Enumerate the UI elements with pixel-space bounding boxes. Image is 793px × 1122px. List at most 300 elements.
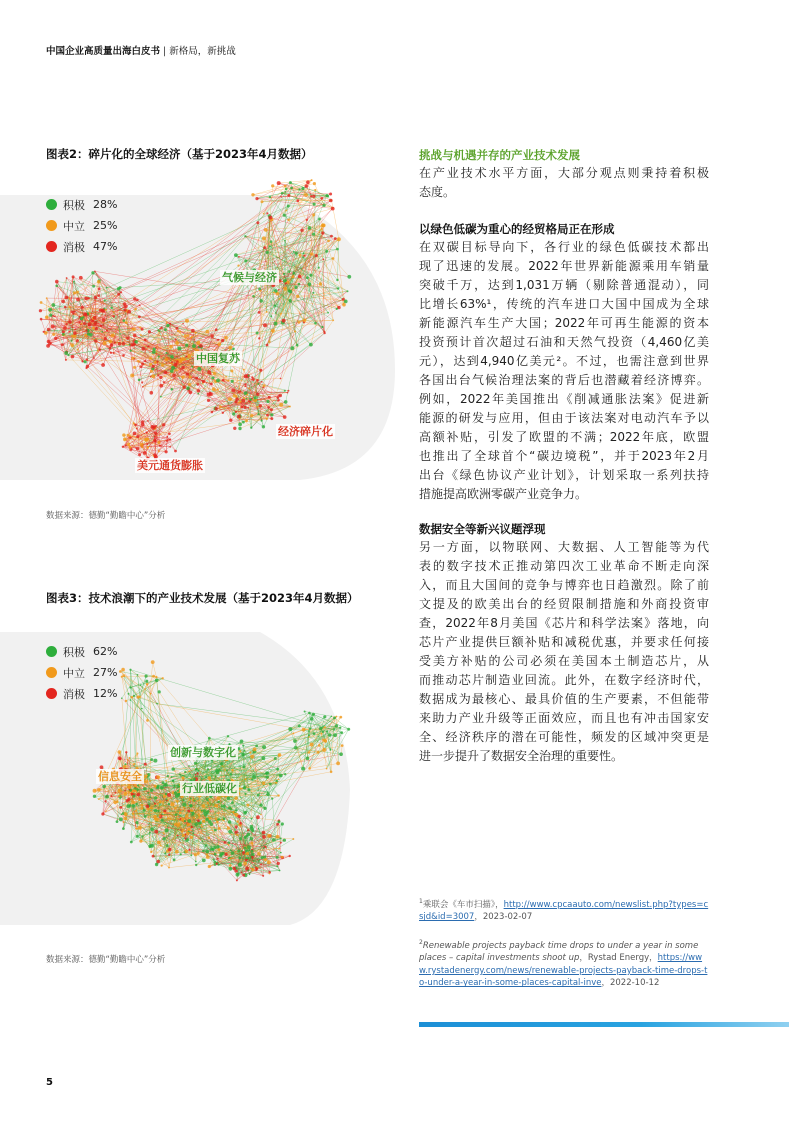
network-node: [186, 387, 189, 390]
network-node: [257, 406, 259, 408]
network-node: [286, 281, 289, 284]
network-node: [46, 344, 50, 348]
network-node: [208, 865, 211, 868]
network-node: [134, 424, 137, 427]
network-node: [127, 759, 129, 761]
network-node: [262, 835, 266, 839]
network-node: [154, 830, 158, 834]
network-node: [122, 342, 126, 346]
network-node: [207, 810, 210, 813]
network-node: [125, 751, 127, 753]
network-node: [156, 361, 158, 363]
network-node: [144, 815, 147, 818]
network-node: [256, 815, 260, 819]
network-node: [168, 854, 170, 856]
network-node: [306, 757, 310, 761]
network-node: [260, 814, 262, 816]
legend-label: 消极: [63, 687, 85, 701]
network-node: [110, 352, 112, 354]
network-node: [141, 446, 143, 448]
network-node: [77, 349, 79, 351]
legend-label: 积极: [63, 198, 85, 212]
network-node: [259, 369, 262, 372]
network-node: [122, 827, 125, 830]
network-node: [76, 291, 79, 294]
network-node: [239, 822, 242, 825]
network-node: [142, 386, 144, 388]
network-node: [322, 731, 324, 733]
network-node: [252, 775, 256, 779]
network-node: [125, 791, 127, 793]
network-node: [144, 763, 147, 766]
network-node: [298, 725, 301, 728]
network-node: [217, 848, 220, 851]
network-node: [321, 326, 323, 328]
network-node: [329, 199, 333, 203]
network-node: [240, 740, 244, 744]
network-node: [248, 388, 250, 390]
network-node: [244, 793, 246, 795]
network-node: [85, 313, 88, 316]
network-node: [174, 363, 178, 367]
network-node: [333, 733, 337, 737]
network-node: [282, 319, 286, 323]
network-node: [228, 841, 231, 844]
network-node: [258, 860, 260, 862]
network-node: [151, 660, 155, 664]
network-node: [263, 807, 266, 810]
network-node: [114, 342, 116, 344]
network-node: [287, 392, 289, 394]
network-node: [149, 846, 151, 848]
network-node: [132, 327, 136, 331]
network-node: [213, 372, 216, 375]
network-node: [66, 277, 68, 279]
network-node: [231, 380, 234, 383]
network-node: [281, 192, 284, 195]
network-node: [229, 857, 231, 859]
network-node: [98, 288, 101, 291]
network-node: [232, 342, 234, 344]
network-node: [64, 351, 68, 355]
network-node: [252, 295, 255, 298]
network-node: [256, 332, 259, 335]
network-node: [97, 788, 101, 792]
network-node: [146, 432, 148, 434]
body-line: 进一步提升了数据安全治理的重要性。: [419, 749, 624, 763]
network-node: [301, 767, 305, 771]
network-node: [139, 798, 142, 801]
network-node: [221, 805, 223, 807]
network-node: [310, 717, 314, 721]
network-node: [169, 817, 171, 819]
network-node: [182, 834, 185, 837]
body-line: 数据成为最核心、最具价值的生产要素，不但能带: [419, 692, 709, 706]
network-node: [163, 381, 165, 383]
network-node: [81, 323, 83, 325]
network-node: [136, 835, 139, 838]
network-node: [234, 400, 237, 403]
network-node: [184, 771, 186, 773]
network-node: [262, 425, 265, 428]
body-line: 各国出台气候治理法案的背后也潜藏着经济博弈。: [419, 373, 709, 387]
network-node: [154, 785, 157, 788]
network-node: [126, 337, 129, 340]
network-node: [101, 363, 105, 367]
footnote-1-text: 乘联会《车市扫描》，: [422, 899, 504, 910]
network-node: [179, 773, 181, 775]
body-line: 投资预计首次超过石油和天然气投资（4,460亿美: [419, 335, 709, 349]
network-node: [143, 451, 147, 455]
network-node: [110, 343, 114, 347]
network-node: [118, 750, 122, 754]
network-node: [94, 321, 97, 324]
section2-body: [419, 238, 709, 504]
network-node: [303, 319, 306, 322]
cluster-label-china: 中国复苏: [196, 352, 240, 365]
network-node: [232, 412, 235, 415]
network-node: [165, 780, 167, 782]
network-node: [127, 798, 130, 801]
network-node: [167, 817, 169, 819]
cluster-label-usd: 美元通货膨胀: [137, 459, 203, 472]
network-node: [312, 195, 315, 198]
body-line: 在产业技术水平方面，大部分观点则秉持着积极: [419, 166, 709, 180]
network-node: [261, 200, 264, 203]
network-node: [182, 829, 184, 831]
network-node: [218, 769, 221, 772]
network-node: [272, 838, 275, 841]
body-line: 也推出了全球首个“碳边境税”，并于2023年2月: [419, 449, 709, 463]
network-node: [129, 435, 131, 437]
network-node: [298, 188, 300, 190]
network-node: [206, 330, 210, 334]
network-node: [124, 812, 128, 816]
network-node: [281, 856, 284, 859]
network-node: [144, 360, 146, 362]
network-node: [79, 276, 83, 280]
network-node: [81, 360, 83, 362]
network-node: [138, 379, 141, 382]
network-node: [226, 769, 228, 771]
network-node: [184, 837, 186, 839]
network-node: [319, 282, 322, 285]
legend-item-negative: [46, 683, 117, 704]
network-node: [211, 775, 213, 777]
network-node: [302, 728, 306, 732]
network-node: [150, 789, 153, 792]
network-node: [157, 810, 159, 812]
footnote-2-link[interactable]: https://www.rystadenergy.com/news/renewable-projects-payback-time-drops-to-under-a-year-in-some-places-capital-inve: [419, 953, 708, 989]
body-line: 芯片产业提供巨额补贴和减税优惠，并要求任何接: [419, 635, 709, 649]
network-node: [241, 872, 243, 874]
network-node: [156, 860, 160, 864]
network-node: [119, 758, 122, 761]
network-node: [265, 772, 268, 775]
network-node: [187, 819, 191, 823]
network-node: [188, 765, 190, 767]
network-node: [195, 774, 197, 776]
network-node: [132, 795, 135, 798]
network-node: [214, 804, 218, 808]
network-node: [269, 245, 271, 247]
network-node: [123, 792, 127, 796]
network-node: [313, 203, 316, 206]
network-node: [247, 845, 251, 849]
network-node: [251, 850, 254, 853]
section3-body: [419, 538, 709, 766]
network-node: [191, 329, 195, 333]
network-node: [176, 360, 179, 363]
network-node: [241, 753, 244, 756]
network-node: [231, 769, 234, 772]
footnote-2-mark: 2: [419, 939, 423, 946]
network-node: [262, 831, 266, 835]
network-node: [337, 287, 339, 289]
legend-label: 中立: [63, 666, 85, 680]
network-node: [258, 311, 261, 314]
network-node: [150, 758, 153, 761]
network-node: [141, 347, 145, 351]
network-node: [127, 310, 131, 314]
network-node: [71, 326, 73, 328]
body-line: 元），达到4,940亿美元²。不过，也需注意到世界: [419, 354, 709, 368]
network-node: [116, 800, 119, 803]
network-node: [263, 384, 266, 387]
network-node: [266, 793, 270, 797]
network-node: [277, 181, 281, 185]
body-line: 能源的研发与应用，但由于该法案对电动汽车予以: [419, 411, 709, 425]
network-node: [177, 346, 181, 350]
network-node: [266, 400, 269, 403]
network-node: [263, 213, 265, 215]
network-node: [176, 327, 179, 330]
network-node: [168, 867, 170, 869]
network-node: [52, 333, 55, 336]
network-node: [40, 318, 43, 321]
network-node: [306, 219, 308, 221]
network-node: [336, 248, 339, 251]
network-node: [244, 811, 247, 814]
network-node: [133, 334, 137, 338]
figure2-source: 数据来源：德勤“勤瞻中心”分析: [46, 511, 166, 521]
network-node: [284, 390, 286, 392]
network-node: [289, 406, 291, 408]
network-node: [140, 804, 143, 807]
network-node: [289, 181, 292, 184]
network-node: [130, 841, 133, 844]
network-node: [129, 669, 131, 671]
network-node: [168, 433, 171, 436]
network-node: [171, 388, 174, 391]
network-node: [118, 789, 122, 793]
network-node: [138, 453, 141, 456]
network-node: [51, 324, 55, 328]
network-node: [80, 317, 84, 321]
network-node: [251, 193, 254, 196]
body-line: 出台《绿色协议产业计划》，计划采取一系列扶持: [419, 468, 709, 482]
network-node: [251, 842, 254, 845]
network-node: [127, 786, 129, 788]
network-node: [347, 275, 351, 279]
network-node: [206, 855, 210, 859]
network-node: [185, 344, 188, 347]
network-node: [189, 804, 192, 807]
legend-item-negative: [46, 236, 117, 257]
network-node: [216, 821, 218, 823]
network-node: [124, 817, 128, 821]
network-node: [197, 813, 200, 816]
legend-value: 27%: [93, 666, 118, 679]
footnote-1: [419, 896, 709, 924]
network-node: [141, 836, 143, 838]
network-node: [206, 853, 208, 855]
network-node: [98, 798, 100, 800]
network-node: [196, 772, 198, 774]
network-node: [172, 779, 174, 781]
positive-dot-icon: [46, 646, 57, 657]
network-node: [135, 803, 138, 806]
network-node: [153, 348, 156, 351]
network-node: [277, 862, 280, 865]
network-node: [337, 237, 341, 241]
network-node: [151, 374, 155, 378]
network-node: [125, 444, 127, 446]
network-node: [244, 778, 246, 780]
network-node: [131, 804, 135, 808]
network-node: [208, 798, 210, 800]
network-node: [276, 823, 279, 826]
network-node: [271, 329, 275, 333]
network-node: [347, 290, 349, 292]
network-node: [199, 344, 203, 348]
network-node: [336, 762, 340, 766]
network-node: [170, 369, 174, 373]
network-node: [159, 445, 161, 447]
network-node: [245, 419, 248, 422]
network-node: [300, 229, 303, 232]
network-node: [140, 334, 142, 336]
network-node: [115, 792, 117, 794]
network-node: [242, 745, 244, 747]
network-node: [180, 829, 182, 831]
network-node: [184, 820, 186, 822]
network-node: [268, 341, 270, 343]
network-node: [285, 210, 287, 212]
network-node: [161, 364, 164, 367]
network-node: [339, 752, 343, 756]
network-node: [47, 340, 51, 344]
network-node: [62, 333, 65, 336]
network-node: [202, 859, 206, 863]
network-node: [155, 805, 157, 807]
network-node: [228, 830, 232, 834]
network-node: [266, 418, 268, 420]
network-node: [261, 420, 263, 422]
network-node: [197, 389, 200, 392]
network-node: [264, 228, 268, 232]
network-node: [169, 446, 171, 448]
network-node: [131, 799, 133, 801]
network-node: [228, 844, 230, 846]
network-node: [215, 818, 217, 820]
network-node: [149, 832, 151, 834]
network-node: [247, 857, 249, 859]
network-node: [279, 298, 281, 300]
network-node: [146, 683, 148, 685]
network-node: [198, 769, 200, 771]
network-node: [159, 331, 161, 333]
network-node: [123, 438, 127, 442]
network-node: [283, 415, 287, 419]
network-node: [43, 331, 45, 333]
network-node: [54, 315, 56, 317]
network-node: [207, 802, 209, 804]
network-node: [249, 857, 251, 859]
network-node: [92, 285, 95, 288]
network-node: [170, 776, 172, 778]
network-node: [143, 787, 147, 791]
network-node: [257, 794, 260, 797]
network-node: [185, 850, 189, 854]
network-node: [97, 350, 99, 352]
network-node: [278, 820, 281, 823]
network-node: [227, 827, 230, 830]
network-node: [135, 447, 137, 449]
network-node: [196, 341, 200, 345]
network-node: [253, 860, 255, 862]
network-node: [324, 726, 326, 728]
network-node: [310, 195, 312, 197]
network-node: [103, 341, 107, 345]
network-node: [117, 287, 120, 290]
legend-value: 47%: [93, 240, 118, 253]
network-node: [81, 306, 84, 309]
network-node: [314, 322, 317, 325]
network-node: [255, 197, 258, 200]
network-node: [263, 246, 266, 249]
network-node: [308, 283, 312, 287]
legend-label: 中立: [63, 219, 85, 233]
network-node: [309, 728, 311, 730]
network-node: [161, 865, 163, 867]
network-node: [166, 322, 168, 324]
network-node: [195, 864, 197, 866]
network-node: [313, 182, 316, 185]
body-line: 例如，2022年美国推出《削减通胀法案》促进新: [419, 392, 709, 406]
footnote-1-link[interactable]: http://www.cpcaauto.com/newslist.php?types=csjd&id=3007: [419, 899, 709, 923]
network-node: [84, 297, 88, 301]
network-node: [83, 322, 86, 325]
network-node: [323, 258, 325, 260]
network-node: [157, 441, 160, 444]
network-node: [150, 370, 153, 373]
network-node: [188, 810, 191, 813]
network-node: [224, 853, 227, 856]
network-node: [168, 803, 171, 806]
section3-title: 数据安全等新兴议题浮现: [419, 522, 546, 536]
network-node: [125, 790, 127, 792]
network-node: [280, 842, 282, 844]
network-node: [247, 407, 249, 409]
network-node: [104, 299, 106, 301]
network-node: [182, 803, 186, 807]
network-node: [203, 809, 207, 813]
network-node: [145, 680, 148, 683]
network-node: [160, 396, 162, 398]
network-node: [201, 778, 203, 780]
network-node: [227, 796, 231, 800]
